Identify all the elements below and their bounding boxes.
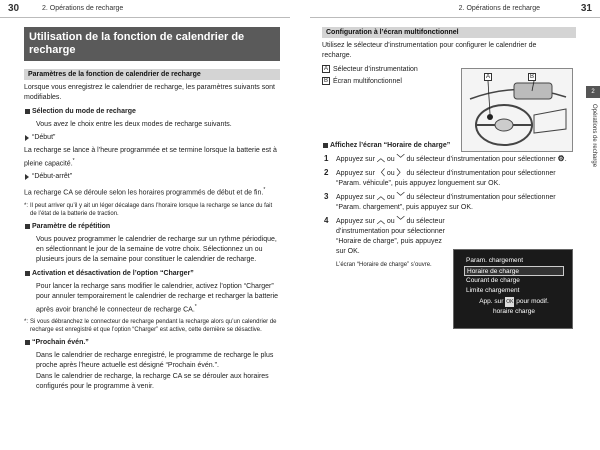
step-1: 1 Appuyez sur ︿ ou ﹀ du sélecteur d’instrumentation pour sélectionner ⚙. xyxy=(324,154,567,163)
footnote-2: *: Si vous débranchez le connecteur de recharge pendant la recharge alors qu’un calendrier de recharge est enregistré et que l’option “Charger” est active, cette dernière se désactive. xyxy=(24,318,280,334)
step-4: 4 Appuyez sur ︿ ou ﹀ du sélecteur d’instrumentation pour sélectionner “Horaire de charge”, puis appuyez sur OK. xyxy=(324,216,445,255)
step-2: 2 Appuyez sur 〈 ou 〉 du sélecteur d’instrumentation pour sélectionner “Param. véhicule”, puis appuyez longuement sur OK. xyxy=(324,168,556,187)
repetition-text: Vous pouvez programmer le calendrier de recharge sur un rythme périodique, en sélectionnant le jour de la semaine de votre choix. Sélectionnez un ou plusieurs jours de la semaine pour constituer le calendrier de recharge. xyxy=(36,235,277,263)
right-page-header xyxy=(310,0,600,18)
callout-b-label: B xyxy=(529,74,534,80)
left-column xyxy=(24,27,280,392)
prochain-heading: “Prochain évén.” xyxy=(24,338,280,348)
step-3: 3 Appuyez sur ︿ ou ﹀ du sélecteur d’instrumentation pour sélectionner “Param. chargement”, puis appuyez sur OK. xyxy=(324,192,556,211)
footnote-1: *: Il peut arriver qu’il y ait un léger décalage dans l’horaire lorsque la recharge se lance du fait de l’état de la batterie de traction. xyxy=(24,202,280,218)
chevron-up-icon: ︿ xyxy=(376,216,385,225)
prochain-text-1: Dans le calendrier de recharge enregistré, le programme de recharge le plus proche après l’heure actuelle est désigné “Prochain évén.”. xyxy=(36,351,274,369)
step-number: 4 xyxy=(324,216,329,225)
left-page-header xyxy=(0,0,290,18)
ok-button-icon: OK xyxy=(506,299,514,305)
multi-info-display-screen xyxy=(453,249,573,329)
chevron-right-icon: 〉 xyxy=(396,168,405,177)
step-number: 2 xyxy=(324,168,329,177)
callout-a-label: A xyxy=(323,66,328,73)
footnote-star: * xyxy=(194,303,197,310)
gear-icon: ⚙ xyxy=(557,154,565,163)
chevron-up-icon: ︿ xyxy=(376,154,385,163)
chevron-left-icon: 〈 xyxy=(376,168,385,177)
chevron-down-icon: ﹀ xyxy=(396,216,405,225)
steering-wheel-diagram xyxy=(462,69,574,153)
mode-heading: Sélection du mode de recharge xyxy=(24,107,280,117)
legend-b: B Écran multifonctionnel xyxy=(323,78,402,85)
activation-heading: Activation et désactivation de l’option “Charger” xyxy=(24,269,280,279)
chapter-vertical-title: Opérations de recharge xyxy=(591,104,597,168)
screen-title: Param. chargement xyxy=(466,257,524,264)
right-section-title: 2. Opérations de recharge xyxy=(458,5,540,12)
left-section-title: 2. Opérations de recharge xyxy=(42,5,124,12)
step-number: 3 xyxy=(324,192,329,201)
chapter-tab: 2 xyxy=(586,86,600,98)
screen-hint: App. sur OK pour modif. horaire charge xyxy=(479,298,549,315)
intro-text: Lorsque vous enregistrez le calendrier de recharge, les paramètres suivants sont modifiables. xyxy=(24,84,275,101)
config-subheading: Configuration à l’écran multifonctionnel xyxy=(322,27,576,38)
screen-item: Limite chargement xyxy=(466,287,520,294)
callout-b-label: B xyxy=(323,78,328,85)
settings-subheading: Paramètres de la fonction de calendrier de recharge xyxy=(24,69,280,80)
footnote-star: * xyxy=(72,158,75,164)
debut-label: “Début” xyxy=(24,133,280,143)
left-page-number: 30 xyxy=(8,3,20,14)
prochain-text-2: Dans le calendrier de recharge, la recharge CA se se dérouler aux horaires configurés pour le programme à venir. xyxy=(36,372,269,390)
callout-a-label: A xyxy=(485,74,490,80)
footnote-star: * xyxy=(263,187,266,194)
legend-a: A Sélecteur d’instrumentation xyxy=(323,66,418,73)
config-intro: Utilisez le sélecteur d’instrumentation pour configurer le calendrier de recharge. xyxy=(322,42,537,59)
debut-text: La recharge se lance à l’heure programmée et se termine lorsque la batterie est à pleine capacité.* xyxy=(24,147,277,168)
repetition-heading: Paramètre de répétition xyxy=(24,222,280,232)
step-4-note: L’écran “Horaire de charge” s’ouvre. xyxy=(336,262,432,268)
dashboard-illustration xyxy=(461,68,573,152)
activation-text: Pour lancer la recharge sans modifier le calendrier, activez l’option “Charger” pour annuler temporairement le calendrier de recharge et recharger la batterie après avoir branché le connecteur de recharge CA.* xyxy=(36,282,279,313)
chevron-down-icon: ﹀ xyxy=(396,154,405,163)
step-number: 1 xyxy=(324,154,329,163)
page-title: Utilisation de la fonction de calendrier de recharge xyxy=(24,27,280,61)
display-heading: Affichez l’écran “Horaire de charge” xyxy=(322,141,576,151)
mode-text: Vous avez le choix entre les deux modes de recharge suivants. xyxy=(36,121,232,128)
debut-arret-label: “Début-arrêt” xyxy=(24,172,280,182)
right-page-number: 31 xyxy=(580,3,592,14)
chevron-down-icon: ﹀ xyxy=(396,192,405,201)
chevron-up-icon: ︿ xyxy=(376,192,385,201)
debut-arret-text: La recharge CA se déroule selon les horaires programmés de début et de fin.* xyxy=(24,187,266,197)
screen-item: Courant de charge xyxy=(466,277,520,284)
screen-item-selected: Horaire de charge xyxy=(464,266,564,276)
